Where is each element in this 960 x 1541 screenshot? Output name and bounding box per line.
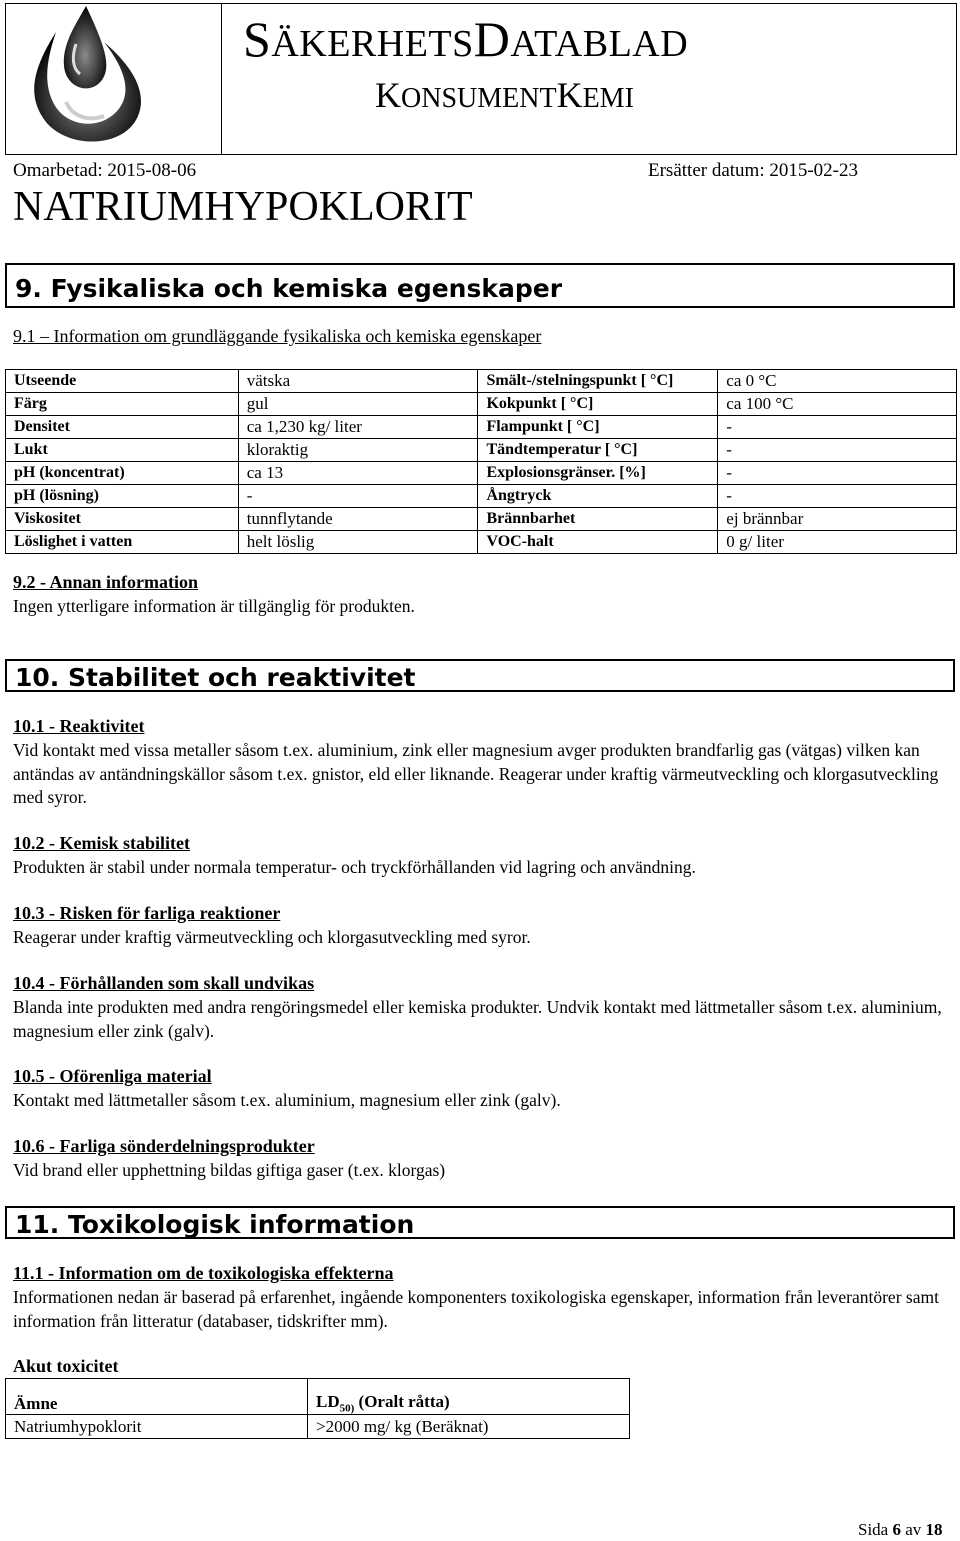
- property-label: VOC-halt: [478, 531, 718, 554]
- toxicity-table: [5, 1378, 630, 1439]
- property-label: pH (koncentrat): [6, 462, 239, 485]
- section-11-box: [5, 1206, 955, 1239]
- acute-toxicity-heading: Akut toxicitet: [13, 1356, 119, 1376]
- table-row: [6, 485, 957, 508]
- property-label: Viskositet: [6, 508, 239, 531]
- section-11-title: 11. Toxikologisk information: [15, 1210, 415, 1239]
- table-row: [6, 1415, 630, 1439]
- property-label: Flampunkt [ °C]: [478, 416, 718, 439]
- section-9-2-heading: 9.2 - Annan information: [13, 572, 199, 592]
- tox-header-ld50: $LD_{50)}$ (Oralt råtta): [308, 1379, 630, 1415]
- section-10-2-text: Produkten är stabil under normala temperatur- och tryckförhållanden vid lagring och användning.: [13, 857, 696, 877]
- property-value: -: [718, 485, 957, 508]
- page-number: Sida 6 av 18: [858, 1520, 943, 1539]
- section-9-title: 9. Fysikaliska och kemiska egenskaper: [15, 274, 563, 303]
- property-value: -: [718, 416, 957, 439]
- property-label: Tändtemperatur [ °C]: [478, 439, 718, 462]
- drop-logo-icon: [6, 4, 221, 154]
- replaces-date: Ersätter datum: 2015-02-23: [648, 160, 859, 181]
- section-10-3-heading: 10.3 - Risken för farliga reaktioner: [13, 903, 281, 923]
- tox-cell-substance: Natriumhypoklorit: [6, 1415, 308, 1439]
- tox-header-substance: Ämne: [6, 1379, 308, 1415]
- section-10-5-text: Kontakt med lättmetaller såsom t.ex. aluminium, magnesium eller zink (galv).: [13, 1090, 561, 1110]
- property-value: kloraktig: [238, 439, 478, 462]
- table-row: [6, 416, 957, 439]
- section-10-6-heading: 10.6 - Farliga sönderdelningsprodukter: [13, 1136, 315, 1156]
- section-10-title: 10. Stabilitet och reaktivitet: [15, 663, 416, 692]
- section-10-6-text: Vid brand eller upphettning bildas giftiga gaser (t.ex. klorgas): [13, 1160, 446, 1180]
- section-10-5-heading: 10.5 - Oförenliga material: [13, 1066, 212, 1086]
- property-label: Smält-/stelningspunkt [ °C]: [478, 370, 718, 393]
- property-label: Löslighet i vatten: [6, 531, 239, 554]
- section-10-1-text: Vid kontakt med vissa metaller såsom t.ex. aluminium, zink eller magnesium avger produkten brandfarlig gas (vätgas) vilken kan antändas av antändningskällor såsom t.ex. gnistor, eld eller liknande. Reagerar under kraftig värmeutveckling och klorgasutveckling med syror.: [13, 740, 939, 807]
- section-10-1-heading: 10.1 - Reaktivitet: [13, 716, 145, 736]
- property-label: Brännbarhet: [478, 508, 718, 531]
- section-10-3-text: Reagerar under kraftig värmeutveckling och klorgasutveckling med syror.: [13, 927, 531, 947]
- section-10-4-text: Blanda inte produkten med andra rengöringsmedel eller kemiska produkter. Undvik kontakt med lättmetaller såsom t.ex. aluminium, magnesium eller zink (galv).: [13, 997, 942, 1041]
- document-title: SÄKERHETSDATABLAD: [243, 11, 689, 67]
- property-label: Färg: [6, 393, 239, 416]
- table-row: [6, 462, 957, 485]
- property-value: -: [238, 485, 478, 508]
- section-10-4-heading: 10.4 - Förhållanden som skall undvikas: [13, 973, 315, 993]
- property-value: ca 0 °C: [718, 370, 957, 393]
- table-row: [6, 1379, 630, 1415]
- property-value: helt löslig: [238, 531, 478, 554]
- section-9-1-heading: 9.1 – Information om grundläggande fysikaliska och kemiska egenskaper: [13, 326, 542, 346]
- table-row: [6, 393, 957, 416]
- property-label: Utseende: [6, 370, 239, 393]
- table-row: [6, 439, 957, 462]
- document-subtitle: KONSUMENTKEMI: [375, 75, 634, 115]
- property-label: Explosionsgränser. [%]: [478, 462, 718, 485]
- property-label: Kokpunkt [ °C]: [478, 393, 718, 416]
- property-value: ej brännbar: [718, 508, 957, 531]
- section-10-2-heading: 10.2 - Kemisk stabilitet: [13, 833, 190, 853]
- section-9-2-text: Ingen ytterligare information är tillgänglig för produkten.: [13, 596, 415, 616]
- section-10-box: [5, 659, 955, 692]
- property-value: ca 100 °C: [718, 393, 957, 416]
- section-11-1-heading: 11.1 - Information om de toxikologiska effekterna: [13, 1263, 394, 1283]
- product-name: NATRIUMHYPOKLORIT: [13, 184, 473, 230]
- property-label: Densitet: [6, 416, 239, 439]
- revised-date: Omarbetad: 2015-08-06: [13, 160, 197, 181]
- section-9-box: [5, 263, 955, 308]
- property-value: gul: [238, 393, 478, 416]
- property-value: vätska: [238, 370, 478, 393]
- property-value: tunnflytande: [238, 508, 478, 531]
- property-label: Ångtryck: [478, 485, 718, 508]
- table-row: [6, 370, 957, 393]
- property-value: 0 g/ liter: [718, 531, 957, 554]
- table-row: [6, 531, 957, 554]
- property-value: ca 1,230 kg/ liter: [238, 416, 478, 439]
- table-row: [6, 508, 957, 531]
- logo-cell: [6, 4, 222, 154]
- property-value: -: [718, 439, 957, 462]
- property-label: pH (lösning): [6, 485, 239, 508]
- properties-table: [5, 369, 957, 554]
- tox-cell-value: >2000 mg/ kg (Beräknat): [308, 1415, 630, 1439]
- property-value: ca 13: [238, 462, 478, 485]
- property-value: -: [718, 462, 957, 485]
- section-11-1-text: Informationen nedan är baserad på erfarenhet, ingående komponenters toxikologiska egenskaper, information från leverantörer samt information från litteratur (databaser, tidskrifter mm).: [13, 1287, 939, 1331]
- property-label: Lukt: [6, 439, 239, 462]
